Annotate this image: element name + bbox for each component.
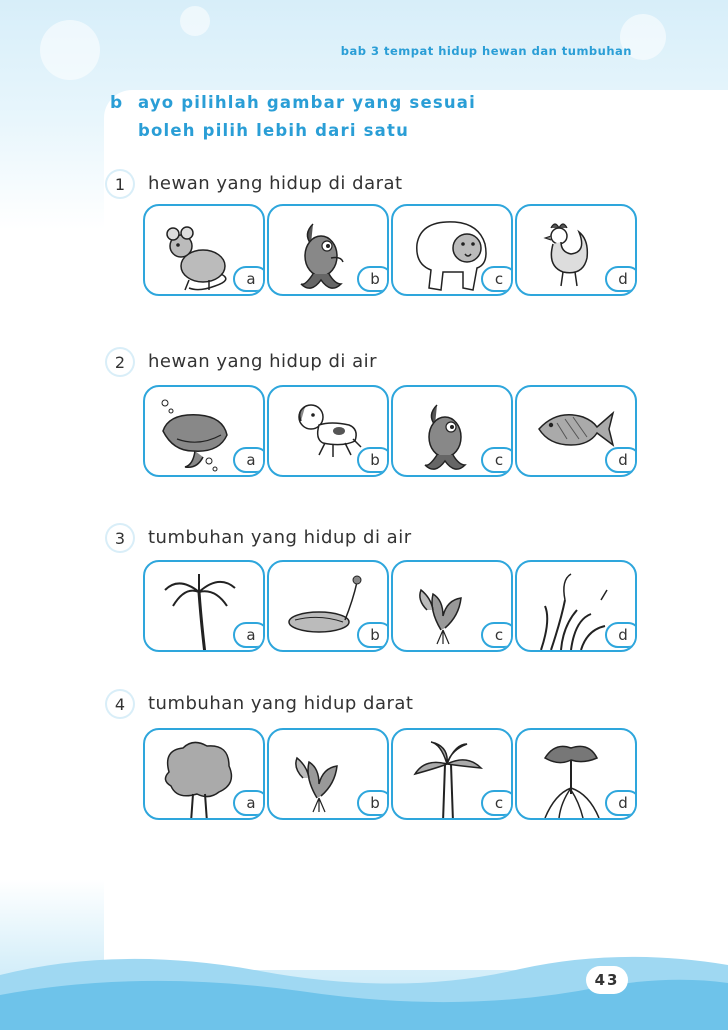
option-letter: c — [481, 622, 513, 648]
question-number: 1 — [107, 171, 133, 197]
option-letter: c — [481, 790, 513, 816]
question-text: tumbuhan yang hidup di air — [148, 527, 412, 548]
whale-icon — [159, 395, 239, 475]
question-text: hewan yang hidup di darat — [148, 173, 403, 194]
option-letter: b — [357, 790, 389, 816]
option-card-4c[interactable] — [391, 728, 513, 820]
option-card-3d[interactable] — [515, 560, 637, 652]
option-card-4b[interactable] — [267, 728, 389, 820]
tree-icon — [159, 738, 239, 820]
option-card-1c[interactable] — [391, 204, 513, 296]
question-text: hewan yang hidup di air — [148, 351, 378, 372]
option-card-2c[interactable] — [391, 385, 513, 477]
decor-bubble — [40, 20, 100, 80]
option-card-3a[interactable] — [143, 560, 265, 652]
water-plant-icon — [283, 738, 353, 818]
option-letter: b — [357, 266, 389, 292]
palm-tree-icon — [159, 570, 239, 652]
option-card-2b[interactable] — [267, 385, 389, 477]
option-card-4d[interactable] — [515, 728, 637, 820]
option-letter: d — [605, 266, 637, 292]
page-number: 43 — [586, 966, 628, 994]
fish-icon — [531, 395, 617, 465]
option-card-1b[interactable] — [267, 204, 389, 296]
option-letter: a — [233, 447, 265, 473]
option-letter: b — [357, 447, 389, 473]
option-card-4a[interactable] — [143, 728, 265, 820]
option-card-3b[interactable] — [267, 560, 389, 652]
banana-tree-icon — [407, 738, 487, 820]
option-card-1a[interactable] — [143, 204, 265, 296]
question-text: tumbuhan yang hidup darat — [148, 693, 414, 714]
option-letter: a — [233, 266, 265, 292]
chapter-title: bab 3 tempat hidup hewan dan tumbuhan — [340, 44, 632, 58]
instruction-line-1: ayo pilihlah gambar yang sesuai — [138, 93, 476, 112]
mouse-icon — [159, 214, 239, 294]
option-letter: d — [605, 790, 637, 816]
mangrove-icon — [531, 738, 611, 820]
question-number: 3 — [107, 525, 133, 551]
option-card-2a[interactable] — [143, 385, 265, 477]
option-card-3c[interactable] — [391, 560, 513, 652]
option-letter: b — [357, 622, 389, 648]
option-letter: c — [481, 447, 513, 473]
option-letter: c — [481, 266, 513, 292]
goldfish-icon — [283, 214, 363, 294]
option-letter: d — [605, 447, 637, 473]
option-letter: a — [233, 622, 265, 648]
option-letter: a — [233, 790, 265, 816]
goldfish-icon — [407, 395, 487, 475]
option-card-2d[interactable] — [515, 385, 637, 477]
instruction-line-2: boleh pilih lebih dari satu — [138, 121, 410, 140]
section-letter: b — [110, 93, 123, 113]
option-card-1d[interactable] — [515, 204, 637, 296]
question-number: 4 — [107, 691, 133, 717]
rooster-icon — [531, 214, 601, 294]
question-number: 2 — [107, 349, 133, 375]
decor-bubble — [180, 6, 210, 36]
option-letter: d — [605, 622, 637, 648]
water-plant-icon — [407, 570, 477, 650]
